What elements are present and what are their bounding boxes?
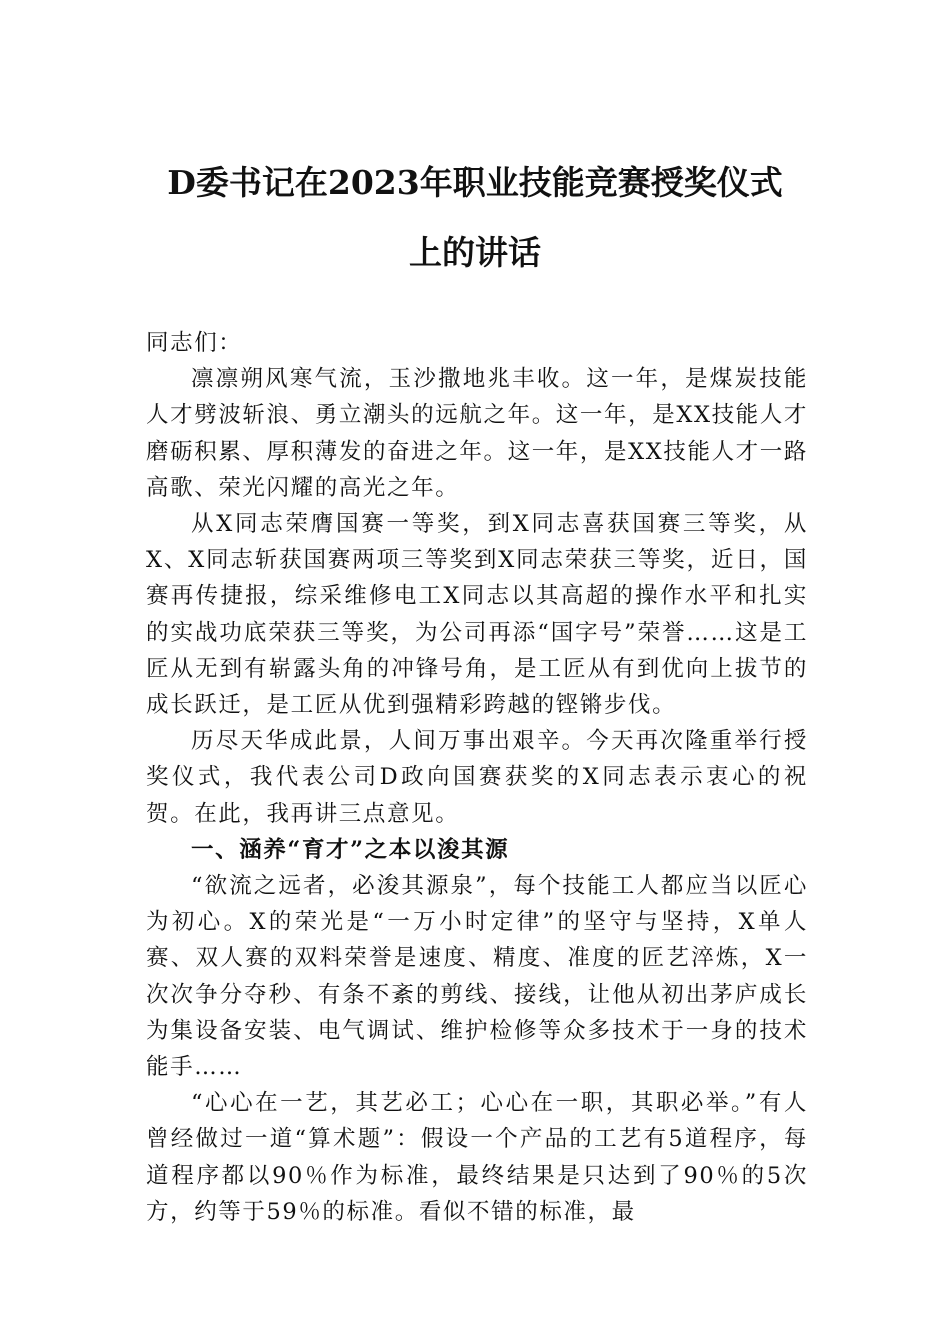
paragraph-1: 凛凛朔风寒气流，玉沙撒地兆丰收。这一年，是煤炭技能人才劈波斩浪、勇立潮头的远航之年。这一年，是XX技能人才磨砺积累、厚积薄发的奋进之年。这一年，是XX技能人才一路高歌、荣光闪耀的高光之年。: [146, 366, 808, 501]
document-title-line-1: D委书记在2023年职业技能竞赛授奖仪式: [167, 163, 783, 202]
salutation: 同志们：: [146, 330, 243, 356]
document-title-line-2: 上的讲话: [409, 233, 541, 272]
section-heading-1: 一、涵养“育才”之本以浚其源: [191, 836, 510, 863]
paragraph-2: 从X同志荣膺国赛一等奖，到X同志喜获国赛三等奖，从X、X同志斩获国赛两项三等奖到X同志荣获三等奖，近日，国赛再传捷报，综采维修电工X同志以其高超的操作水平和扎实的实战功底荣获三等奖，为公司再添“国字号”荣誉……这是工匠从无到有崭露头角的冲锋号角，是工匠从有到优向上拔节的成长跃迁，是工匠从优到强精彩跨越的铿锵步伐。: [146, 511, 808, 719]
document-body: [146, 325, 808, 1230]
paragraph-4: “欲流之远者，必浚其源泉”，每个技能工人都应当以匠心为初心。X的荣光是“一万小时定律”的坚守与坚持，X单人赛、双人赛的双料荣誉是速度、精度、准度的匠艺淬炼，X一次次争分夺秒、有条不紊的剪线、接线，让他从初出茅庐成长为集设备安装、电气调试、维护检修等众多技术于一身的技术能手……: [146, 873, 808, 1081]
paragraph-3: 历尽天华成此景，人间万事出艰辛。今天再次隆重举行授奖仪式，我代表公司D政向国赛获奖的X同志表示衷心的祝贺。在此，我再讲三点意见。: [146, 728, 808, 827]
paragraph-5: “心心在一艺，其艺必工；心心在一职，其职必举。”有人曾经做过一道“算术题”：假设一个产品的工艺有5道程序，每道程序都以90％作为标准，最终结果是只达到了90％的5次方，约等于59％的标准。看似不错的标准，最: [146, 1090, 808, 1225]
